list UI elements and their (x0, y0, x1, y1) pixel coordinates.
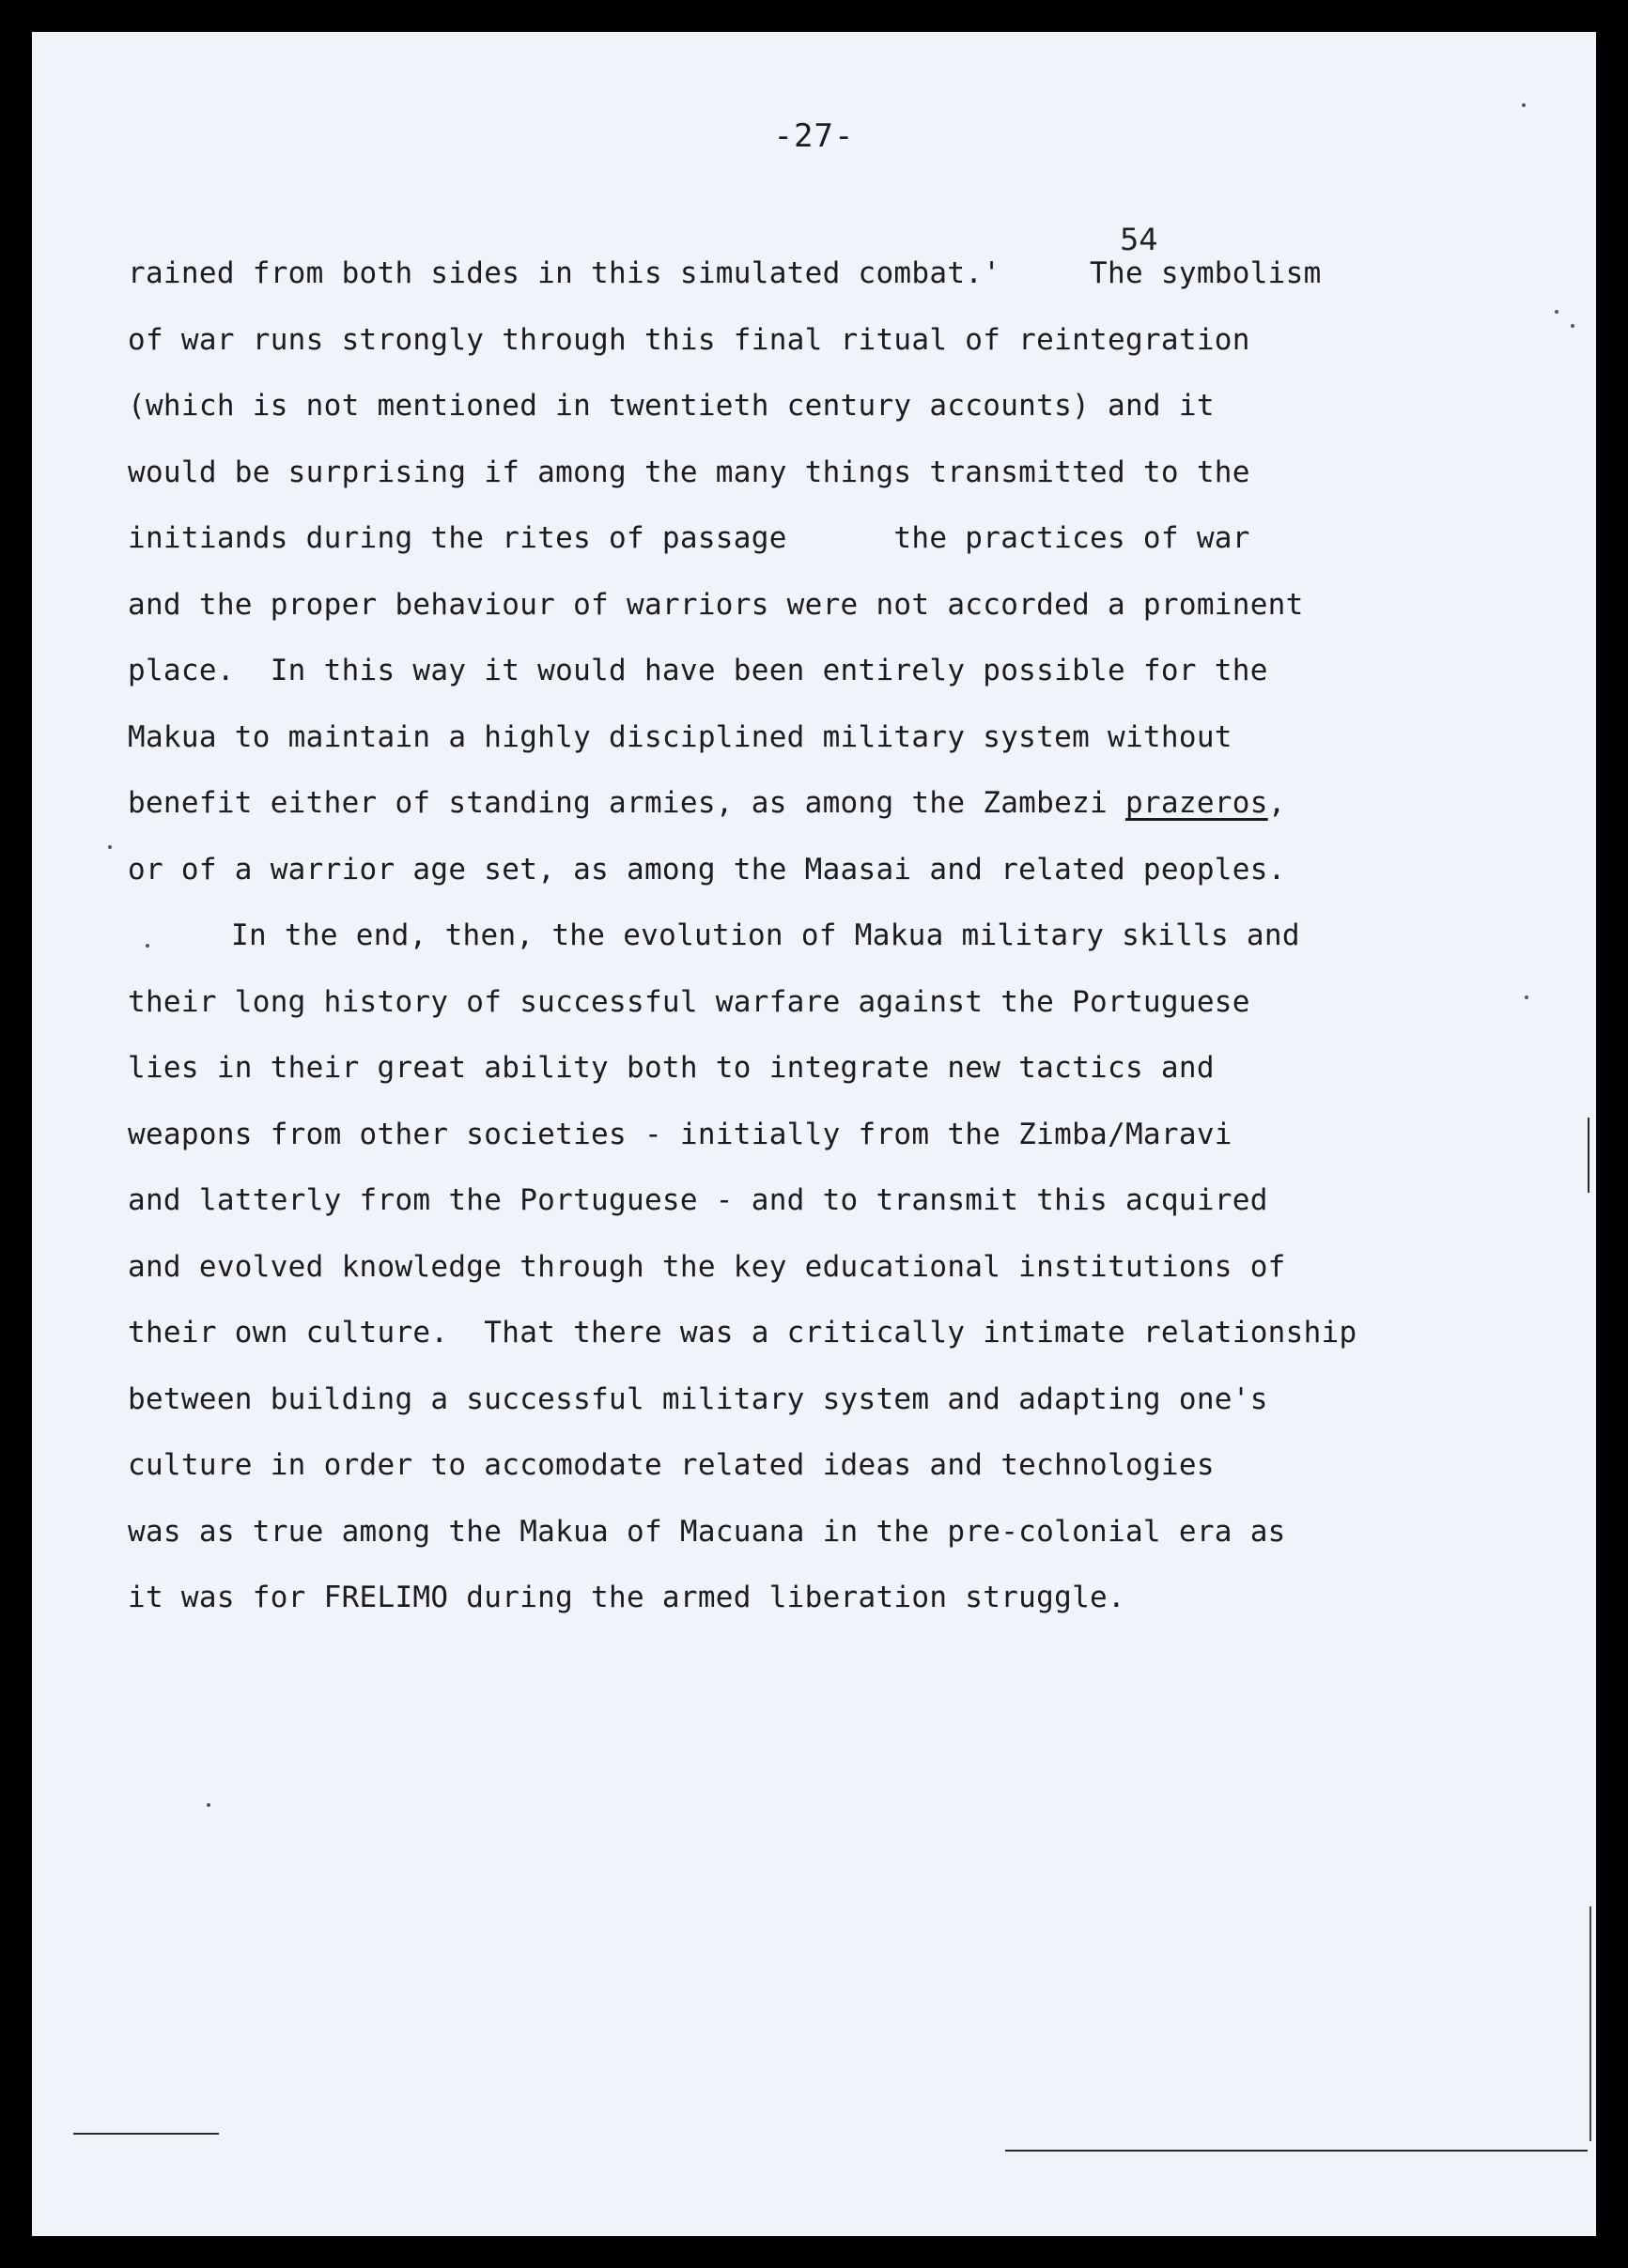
scan-speck (1522, 103, 1526, 107)
text-line: initiands during the rites of passage the practices of war (128, 521, 1250, 555)
text-line: place. In this way it would have been entirely possible for the (128, 654, 1268, 687)
scan-speck (146, 944, 149, 948)
text-line: it was for FRELIMO during the armed liberation struggle. (128, 1581, 1125, 1614)
text-line: was as true among the Makua of Macuana in the pre-colonial era as (128, 1514, 1286, 1549)
text-line: and latterly from the Portuguese - and to transmit this acquired (128, 1183, 1268, 1217)
text-line: weapons from other societies - initially from the Zimba/Maravi (128, 1117, 1233, 1151)
paragraph-first-line: In the end, then, the evolution of Makua military skills and (231, 918, 1300, 952)
punctuation: , (1267, 786, 1286, 820)
text-segment: benefit either of standing armies, as among the Zambezi (128, 786, 1108, 820)
text-line: of war runs strongly through this final ritual of reintegration (128, 322, 1250, 357)
text-line: their own culture. That there was a critically intimate relationship (128, 1316, 1357, 1350)
text-line: and evolved knowledge through the key educational institutions of (128, 1249, 1286, 1284)
body-text (128, 240, 1537, 1631)
underlined-term: prazeros (1124, 786, 1268, 820)
scan-speck (1555, 310, 1558, 314)
text-line: would be surprising if among the many things transmitted to the (128, 455, 1250, 489)
bottom-right-rule (1005, 2150, 1588, 2152)
text-line: between building a successful military system and adapting one's (128, 1381, 1268, 1416)
scan-speck (1525, 995, 1528, 999)
text-line: or of a warrior age set, as among the Maasai and related peoples. (128, 852, 1286, 887)
text-line: their long history of successful warfare against the Portuguese (128, 984, 1250, 1019)
text-line-with-underline (128, 770, 1537, 837)
scan-speck (108, 845, 112, 849)
scan-speck (1571, 324, 1574, 328)
text-line: culture in order to accomodate related ideas and technologies (128, 1448, 1215, 1482)
text-line: (which is not mentioned in twentieth century accounts) and it (128, 389, 1215, 423)
text-line: rained from both sides in this simulated combat.' The symbolism (128, 256, 1322, 290)
bottom-left-rule (73, 2133, 219, 2135)
text-line: Makua to maintain a highly disciplined military system without (128, 719, 1233, 754)
footnote-reference: 54 (1120, 222, 1158, 257)
page-number: -27- (773, 117, 855, 155)
scan-speck (207, 1803, 210, 1807)
margin-mark (1589, 1906, 1591, 2141)
margin-mark (1588, 1118, 1589, 1193)
text-line: lies in their great ability both to integrate new tactics and (128, 1051, 1215, 1085)
text-line: and the proper behaviour of warriors were not accorded a prominent (128, 587, 1304, 622)
